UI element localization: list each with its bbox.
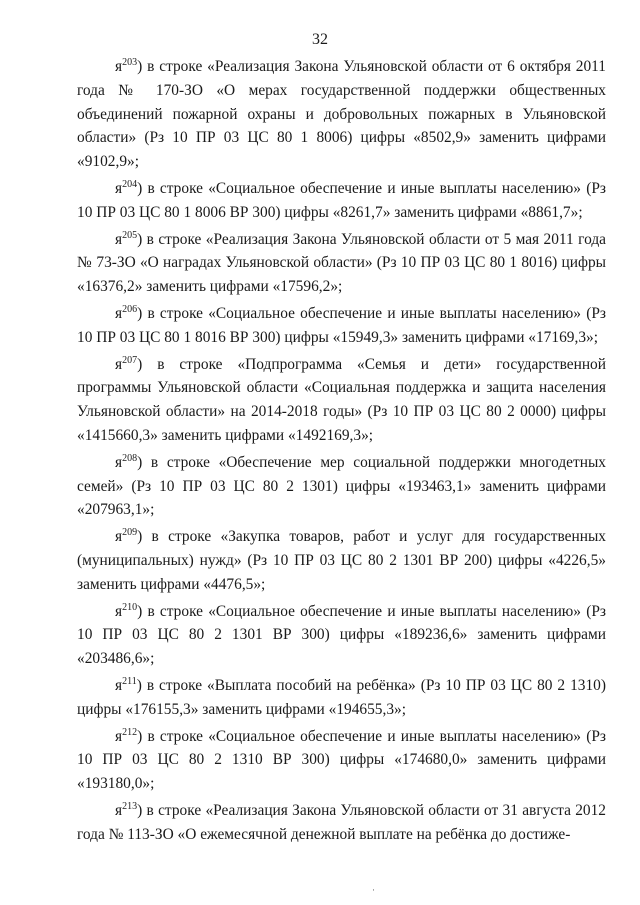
- paragraph-text: ) в строке «Социальное обеспечение и иные выплаты населению» (Рз 10 ПР 03 ЦС 80 1 8006 ВР 300) цифры «8261,7» заменить цифрами «8861,7»;: [77, 179, 606, 221]
- item-letter: я: [115, 602, 123, 620]
- amendment-paragraph: [77, 725, 606, 796]
- paragraph-text: ) в строке «Реализация Закона Ульяновской области от 6 октября 2011 года № 170-ЗО «О мерах государственной поддержки общественных объединений пожарной охраны и добровольных пожарных в Ульяновской области» (Рз 10 ПР 03 ЦС 80 1 8006) цифры «8502,9» заменить цифрами «9102,9»;: [77, 58, 606, 171]
- item-number: 210: [122, 601, 138, 613]
- amendment-paragraph: [77, 451, 606, 522]
- paragraph-text: ) в строке «Реализация Закона Ульяновской области от 5 мая 2011 года № 73-ЗО «О наградах Ульяновской области» (Рз 10 ПР 03 ЦС 80 1 8016) цифры «16376,2» заменить цифрами «17596,2»;: [77, 230, 606, 296]
- item-letter: я: [115, 304, 123, 322]
- item-number: 213: [122, 800, 138, 812]
- paragraph-text: ) в строке «Закупка товаров, работ и услуг для государственных (муниципальных) нужд» (Рз 10 ПР 03 ЦС 80 2 1301 ВР 200) цифры «4226,5» заменить цифрами «4476,5»;: [77, 528, 606, 593]
- item-letter: я: [115, 355, 123, 373]
- amendment-paragraph: [77, 799, 606, 847]
- amendment-paragraph: [77, 600, 606, 671]
- amendment-paragraph: [77, 353, 606, 448]
- amendment-paragraph: [77, 674, 606, 722]
- amendment-paragraph: [77, 302, 606, 350]
- item-letter: я: [115, 801, 123, 819]
- item-number: 209: [122, 527, 138, 539]
- item-number: 207: [122, 354, 138, 366]
- item-number: 203: [122, 57, 138, 68]
- item-letter: я: [115, 676, 123, 694]
- amendment-paragraph: [77, 177, 606, 225]
- item-letter: я: [115, 453, 123, 471]
- paragraph-text: ) в строке «Выплата пособий на ребёнка» (Рз 10 ПР 03 ЦС 80 2 1310) цифры «176155,3» заменить цифрами «194655,3»;: [77, 676, 606, 718]
- item-letter: я: [115, 230, 123, 248]
- item-letter: я: [115, 727, 123, 745]
- scan-speck: ·: [372, 885, 375, 895]
- paragraph-text: ) в строке «Подпрограмма «Семья и дети» государственной программы Ульяновской области «Социальная поддержка и защита населения Ульяновской области» на 2014-2018 годы» (Рз 10 ПР 03 ЦС 80 2 0000) цифры «1415660,3» заменить цифрами «1492169,3»;: [77, 355, 606, 444]
- paragraph-text: ) в строке «Реализация Закона Ульяновской области от 31 августа 2012 года № 113-ЗО «О ежемесячной денежной выплате на ребёнка до достиже-: [77, 801, 606, 843]
- paragraph-text: ) в строке «Обеспечение мер социальной поддержки многодетных семей» (Рз 10 ПР 03 ЦС 80 2 1301) цифры «193463,1» заменить цифрами «207963,1»;: [77, 453, 606, 519]
- item-number: 211: [122, 675, 137, 687]
- paragraph-text: ) в строке «Социальное обеспечение и иные выплаты населению» (Рз 10 ПР 03 ЦС 80 2 1301 ВР 300) цифры «189236,6» заменить цифрами «203486,6»;: [77, 602, 606, 668]
- item-letter: я: [115, 58, 123, 75]
- paragraph-text: ) в строке «Социальное обеспечение и иные выплаты населению» (Рз 10 ПР 03 ЦС 80 2 1310 ВР 300) цифры «174680,0» заменить цифрами «193180,0»;: [77, 727, 606, 793]
- item-letter: я: [115, 528, 123, 546]
- item-number: 204: [122, 178, 138, 190]
- amendment-paragraph: [77, 228, 606, 299]
- page-number: 32: [312, 31, 328, 48]
- amendment-paragraph: [77, 55, 606, 174]
- paragraph-text: ) в строке «Социальное обеспечение и иные выплаты населению» (Рз 10 ПР 03 ЦС 80 1 8016 ВР 300) цифры «15949,3» заменить цифрами «17169,3»;: [77, 304, 606, 346]
- item-number: 205: [122, 229, 138, 241]
- document-body: [77, 55, 606, 850]
- item-number: 208: [122, 452, 138, 464]
- item-letter: я: [115, 179, 123, 197]
- item-number: 212: [122, 726, 138, 738]
- amendment-paragraph: [77, 525, 606, 596]
- item-number: 206: [122, 303, 138, 315]
